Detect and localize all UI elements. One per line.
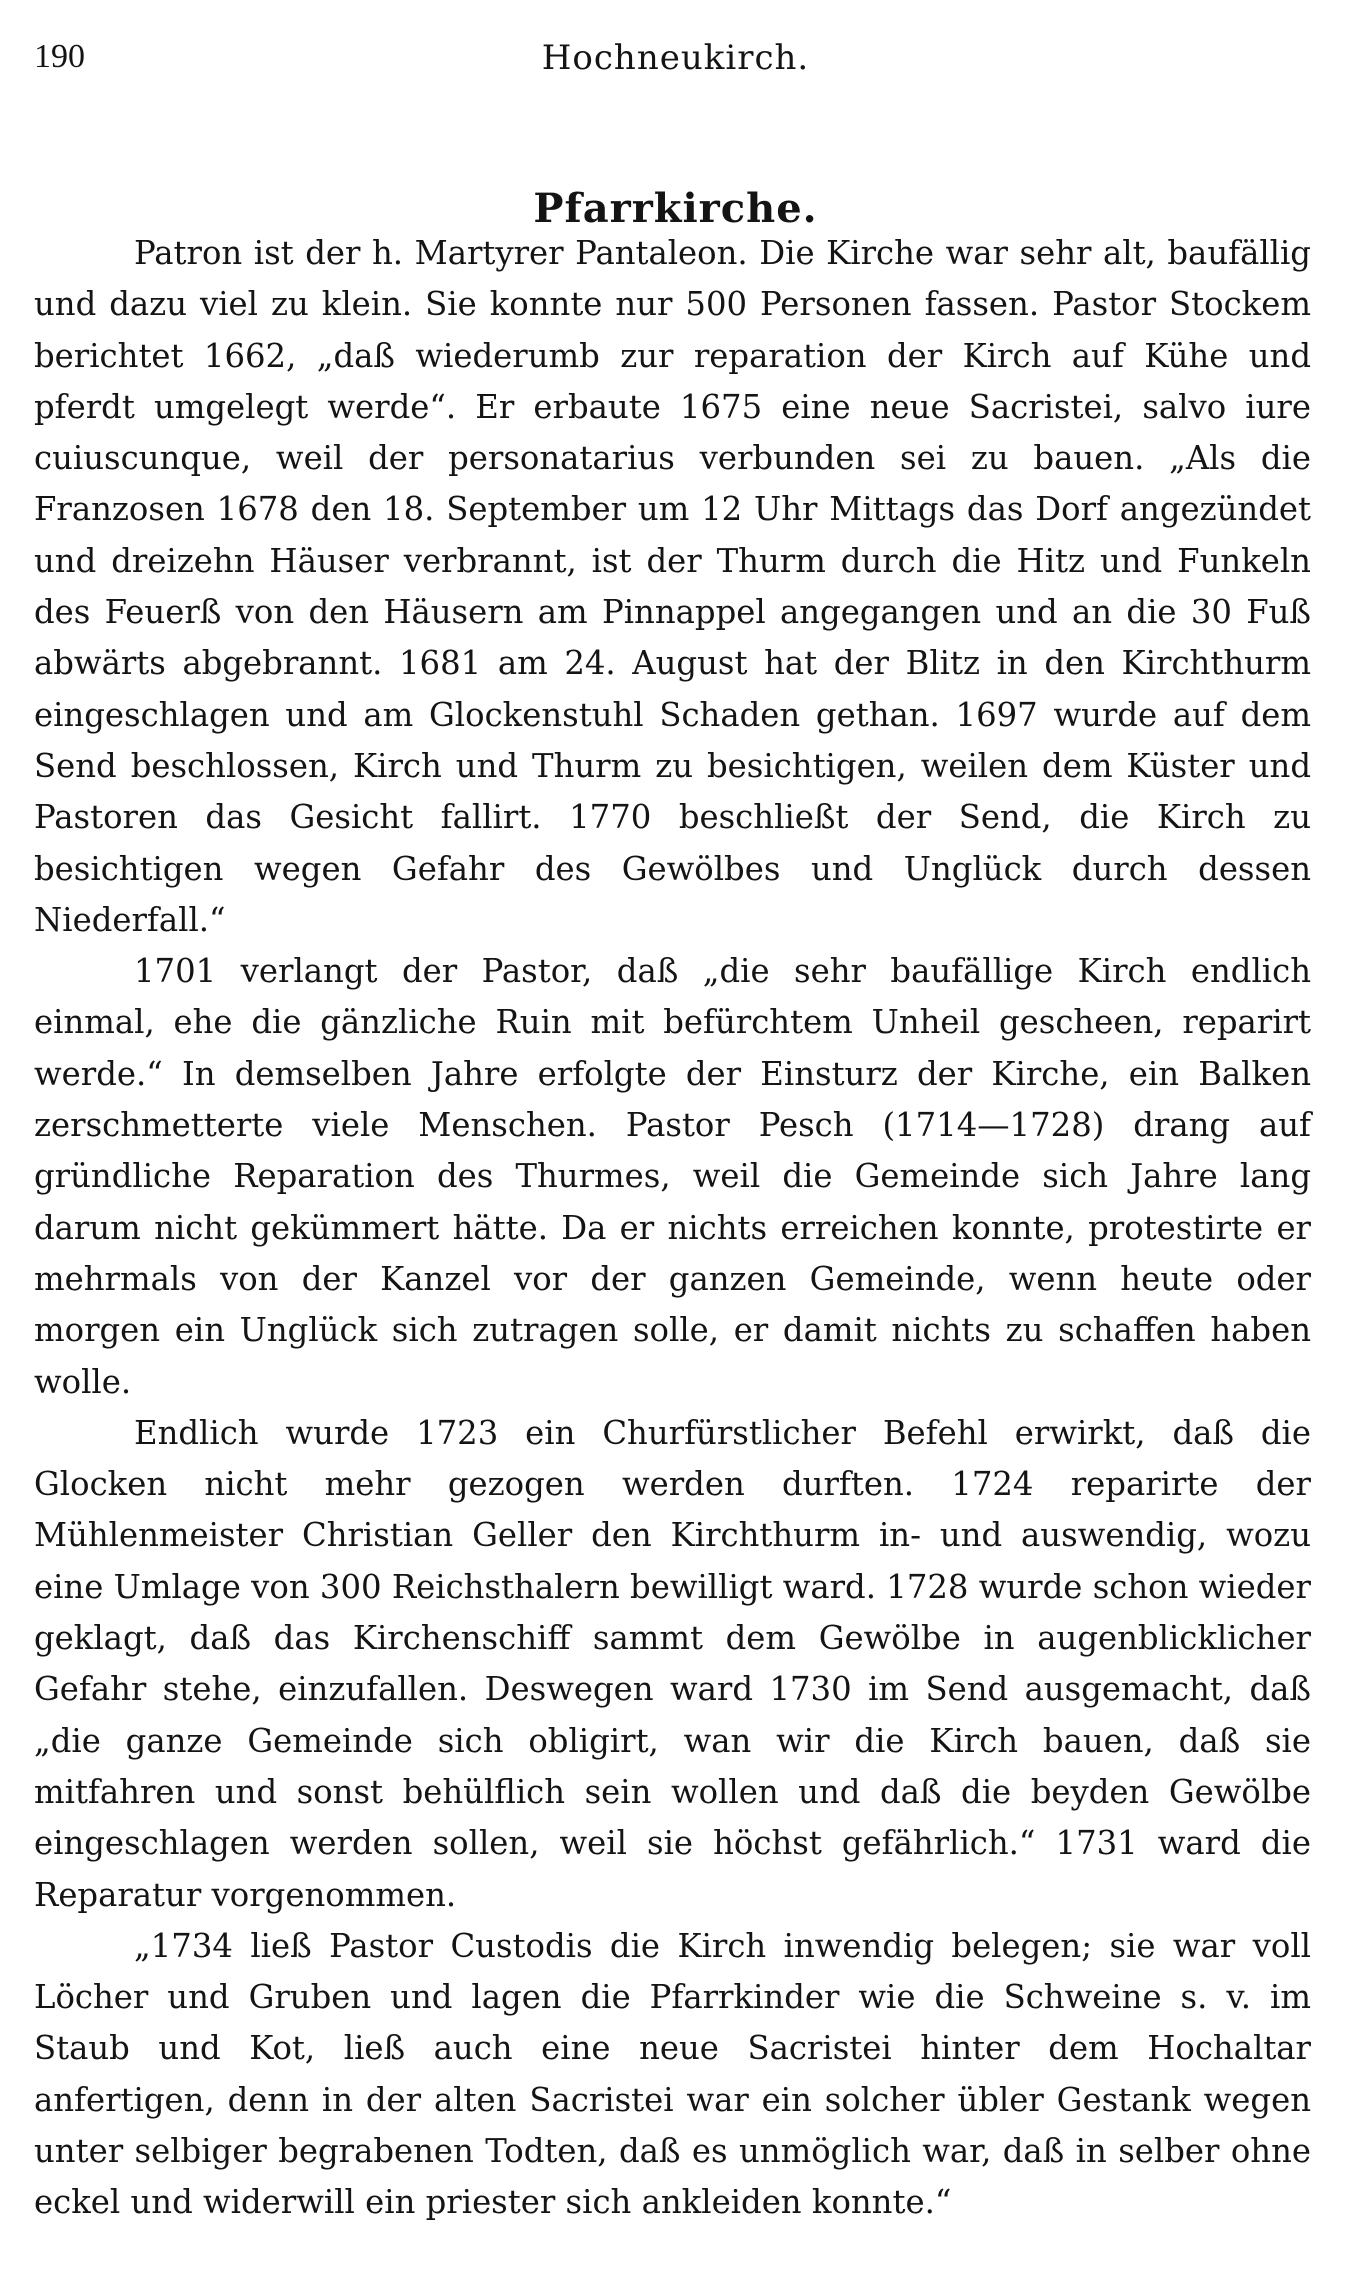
section-title: Pfarrkirche. <box>533 184 818 232</box>
page-number: 190 <box>34 38 85 75</box>
paragraph: 1701 verlangt der Pastor, daß „die sehr baufällige Kirch endlich einmal, ehe die gänzliche Ruin mit befürchtem Unheil gescheen, reparirt werde.“ In demselben Jahre erfolgte der Einsturz der Kirche, ein Balken zerschmetterte viele Menschen. Pastor Pesch (1714—1728) drang auf gründliche Reparation des Thurmes, weil die Gemeinde sich Jahre lang darum nicht gekümmert hätte. Da er nichts erreichen konnte, protestirte er mehrmals von der Kanzel vor der ganzen Gemeinde, wenn heute oder morgen ein Unglück sich zutragen solle, er damit nichts zu schaffen haben wolle. <box>34 952 1311 1401</box>
paragraph: „1734 ließ Pastor Custodis die Kirch inwendig belegen; sie war voll Löcher und Gruben und lagen die Pfarrkinder wie die Schweine s. v. im Staub und Kot, ließ auch eine neue Sacristei hinter dem Hochaltar anfertigen, denn in der alten Sacristei war ein solcher übler Gestank wegen unter selbiger begrabenen Todten, daß es unmöglich war, daß in selber ohne eckel und widerwill ein priester sich ankleiden konnte.“ <box>34 1926 1311 2222</box>
paragraph: Patron ist der h. Martyrer Pantaleon. Die Kirche war sehr alt, baufällig und dazu viel zu klein. Sie konnte nur 500 Personen fassen. Pastor Stockem berichtet 1662, „daß wiederumb zur reparation der Kirch auf Kühe und pferdt umgelegt werde“. Er erbaute 1675 eine neue Sacristei, salvo iure cuiuscunque, weil der personatarius verbunden sei zu bauen. „Als die Franzosen 1678 den 18. September um 12 Uhr Mittags das Dorf angezündet und dreizehn Häuser verbrannt, ist der Thurm durch die Hitz und Funkeln des Feuerß von den Häusern am Pinnappel angegangen und an die 30 Fuß abwärts abgebrannt. 1681 am 24. August hat der Blitz in den Kirchthurm eingeschlagen und am Glockenstuhl Schaden gethan. 1697 wurde auf dem Send beschlossen, Kirch und Thurm zu besichtigen, weilen dem Küster und Pastoren das Gesicht fallirt. 1770 beschließt der Send, die Kirch zu besichtigen wegen Gefahr des Gewölbes und Unglück durch dessen Niederfall.“ <box>34 234 1311 939</box>
running-title: Hochneukirch. <box>541 38 810 78</box>
paragraph: Endlich wurde 1723 ein Churfürstlicher Befehl erwirkt, daß die Glocken nicht mehr gezogen werden durften. 1724 reparirte der Mühlenmeister Christian Geller den Kirchthurm in- und auswendig, wozu eine Umlage von 300 Reichsthalern bewilligt ward. 1728 wurde schon wieder geklagt, daß das Kirchenschiff sammt dem Gewölbe in augenblicklicher Gefahr stehe, einzufallen. Deswegen ward 1730 im Send ausgemacht, daß „die ganze Gemeinde sich obligirt, wan wir die Kirch bauen, daß sie mitfahren und sonst behülflich sein wollen und daß die beyden Gewölbe eingeschlagen werden sollen, weil sie höchst gefährlich.“ 1731 ward die Reparatur vorgenommen. <box>34 1413 1311 1914</box>
page-header <box>34 38 1317 88</box>
body-text <box>34 228 1311 2229</box>
